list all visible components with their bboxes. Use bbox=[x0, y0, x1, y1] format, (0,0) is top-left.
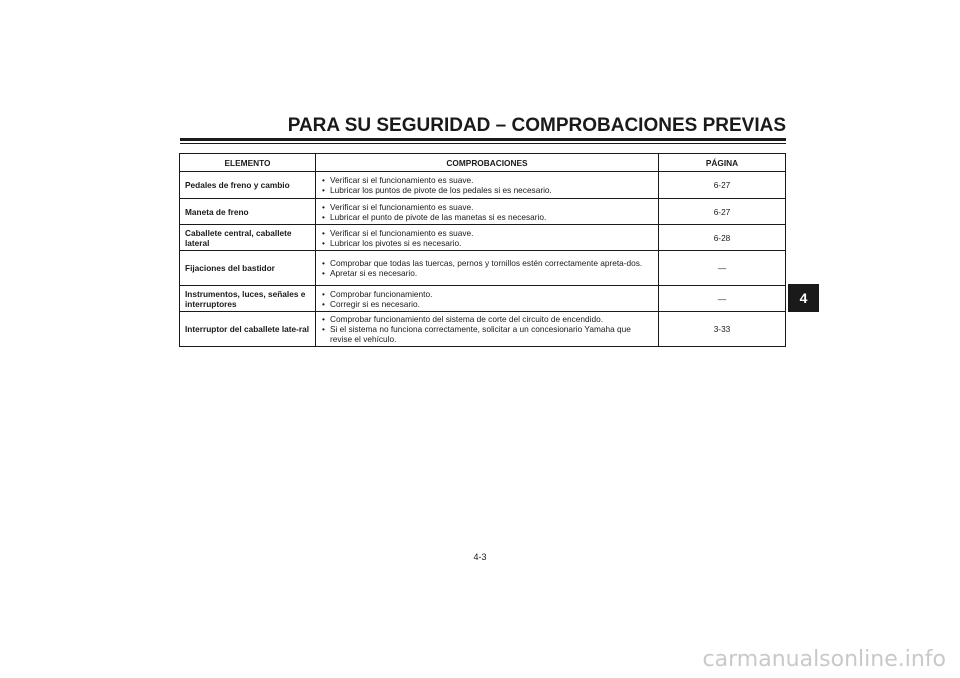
row-element: Maneta de freno bbox=[180, 199, 316, 225]
table-row bbox=[180, 225, 786, 251]
row-page: 6-28 bbox=[659, 225, 786, 251]
check-item: • Si el sistema no funciona correctamente, solicitar a un concesionario Yamaha que revise el vehículo. bbox=[321, 324, 653, 344]
header-element: ELEMENTO bbox=[180, 154, 316, 172]
row-checks bbox=[316, 251, 659, 286]
table-row bbox=[180, 172, 786, 199]
page-number: 4-3 bbox=[473, 552, 487, 562]
row-checks bbox=[316, 199, 659, 225]
title-rule-thin bbox=[180, 143, 786, 144]
check-item: • Verificar si el funcionamiento es suave. bbox=[321, 228, 653, 238]
table-row bbox=[180, 286, 786, 312]
row-element: Pedales de freno y cambio bbox=[180, 172, 316, 199]
row-element: Interruptor del caballete late-ral bbox=[180, 312, 316, 347]
row-page: 3-33 bbox=[659, 312, 786, 347]
table-row bbox=[180, 312, 786, 347]
pre-operation-checks-table bbox=[179, 153, 786, 347]
row-page: 6-27 bbox=[659, 172, 786, 199]
row-element: Caballete central, caballete lateral bbox=[180, 225, 316, 251]
header-page: PÁGINA bbox=[659, 154, 786, 172]
row-page: — bbox=[659, 251, 786, 286]
row-page: 6-27 bbox=[659, 199, 786, 225]
row-checks bbox=[316, 172, 659, 199]
check-item: • Verificar si el funcionamiento es suave. bbox=[321, 175, 653, 185]
check-item: • Comprobar funcionamiento. bbox=[321, 289, 653, 299]
row-checks bbox=[316, 286, 659, 312]
row-checks bbox=[316, 312, 659, 347]
row-page: — bbox=[659, 286, 786, 312]
title-rule bbox=[180, 138, 786, 141]
watermark: carmanualsonline.info bbox=[702, 647, 946, 672]
check-item: • Corregir si es necesario. bbox=[321, 299, 653, 309]
table-row bbox=[180, 251, 786, 286]
header-checks: COMPROBACIONES bbox=[316, 154, 659, 172]
row-checks bbox=[316, 225, 659, 251]
chapter-tab: 4 bbox=[788, 284, 819, 312]
check-item: • Lubricar los pivotes si es necesario. bbox=[321, 238, 653, 248]
check-item: • Apretar si es necesario. bbox=[321, 268, 653, 278]
table-header-row bbox=[180, 154, 786, 172]
row-element: Fijaciones del bastidor bbox=[180, 251, 316, 286]
check-item: • Verificar si el funcionamiento es suave. bbox=[321, 202, 653, 212]
check-item: • Comprobar que todas las tuercas, pernos y tornillos estén correctamente apreta-dos. bbox=[321, 258, 653, 268]
check-item: • Lubricar el punto de pivote de las manetas si es necesario. bbox=[321, 212, 653, 222]
check-item: • Lubricar los puntos de pivote de los pedales si es necesario. bbox=[321, 185, 653, 195]
table-row bbox=[180, 199, 786, 225]
page-title: PARA SU SEGURIDAD – COMPROBACIONES PREVIAS bbox=[287, 115, 786, 136]
row-element: Instrumentos, luces, señales e interruptores bbox=[180, 286, 316, 312]
check-item: • Comprobar funcionamiento del sistema de corte del circuito de encendido. bbox=[321, 314, 653, 324]
